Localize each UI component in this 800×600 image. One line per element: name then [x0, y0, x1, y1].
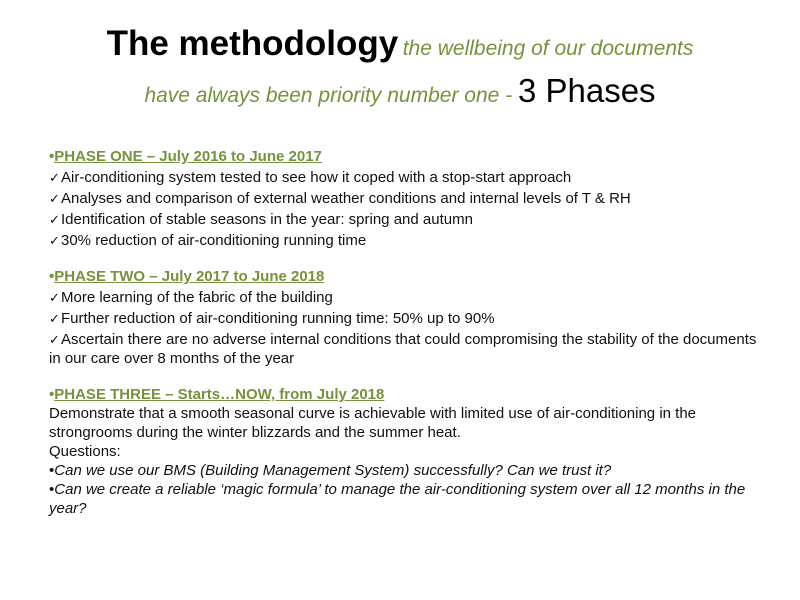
bullet-dot-icon: • [49, 386, 55, 403]
title-line-2 [40, 70, 760, 111]
bullet-dot-icon: • [49, 481, 55, 498]
title-line-1 [40, 22, 760, 66]
slide-content [49, 147, 769, 535]
phase-one-heading-text: PHASE ONE – July 2016 to June 2017 [54, 148, 322, 165]
phase-one-item [49, 168, 769, 187]
phase-two-heading [49, 267, 769, 286]
bullet-dot-icon: • [49, 148, 55, 165]
title-phases: 3 Phases [517, 71, 656, 109]
title-block [40, 22, 760, 111]
check-mark-icon: ✓ [49, 290, 60, 305]
phase-two-item [49, 330, 769, 368]
phase-two-heading-text: PHASE TWO – July 2017 to June 2018 [54, 268, 325, 285]
bullet-dot-icon: • [49, 268, 55, 285]
title-subtitle-part-2: have always been priority number one - [144, 83, 518, 107]
check-mark-icon: ✓ [49, 170, 60, 185]
phase-one-item [49, 231, 769, 250]
questions-label: Questions: [49, 443, 121, 460]
phase-two-section [49, 267, 769, 368]
check-mark-icon: ✓ [49, 233, 60, 248]
check-mark-icon: ✓ [49, 212, 60, 227]
phase-one-item [49, 189, 769, 208]
question-text: Can we use our BMS (Building Management System) successfully? Can we trust it? [54, 462, 612, 479]
phase-one-item-text: Analyses and comparison of external weather conditions and internal levels of T & RH [61, 190, 631, 207]
question-text: Can we create a reliable ‘magic formula’ to manage the air-conditioning system over all 12 months in the year? [49, 481, 746, 517]
check-mark-icon: ✓ [49, 311, 60, 326]
phase-one-item-text: 30% reduction of air-conditioning running time [61, 232, 367, 249]
phase-two-item-text: Ascertain there are no adverse internal conditions that could compromising the stability of the documents in our care over 8 months of the year [49, 331, 757, 367]
phase-two-item [49, 288, 769, 307]
page-title: The methodology [106, 24, 399, 63]
phase-two-item [49, 309, 769, 328]
phase-three-heading [49, 385, 769, 404]
check-mark-icon: ✓ [49, 191, 60, 206]
bullet-dot-icon: • [49, 462, 55, 479]
phase-one-heading [49, 147, 769, 166]
phase-two-item-text: More learning of the fabric of the building [61, 289, 333, 306]
phase-three-heading-text: PHASE THREE – Starts…NOW, from July 2018 [54, 386, 385, 403]
title-subtitle-part-1: the wellbeing of our documents [402, 37, 694, 60]
phase-one-section [49, 147, 769, 250]
phase-three-description: Demonstrate that a smooth seasonal curve is achievable with limited use of air-conditioning in the strongrooms during the winter blizzards and the summer heat. [49, 405, 697, 441]
question-item [49, 480, 769, 518]
phase-three-section [49, 385, 769, 518]
question-item [49, 461, 769, 480]
phase-one-item [49, 210, 769, 229]
check-mark-icon: ✓ [49, 332, 60, 347]
phase-one-item-text: Air-conditioning system tested to see how it coped with a stop-start approach [61, 169, 572, 186]
phase-one-item-text: Identification of stable seasons in the year: spring and autumn [61, 211, 473, 228]
phase-two-item-text: Further reduction of air-conditioning running time: 50% up to 90% [61, 310, 495, 327]
